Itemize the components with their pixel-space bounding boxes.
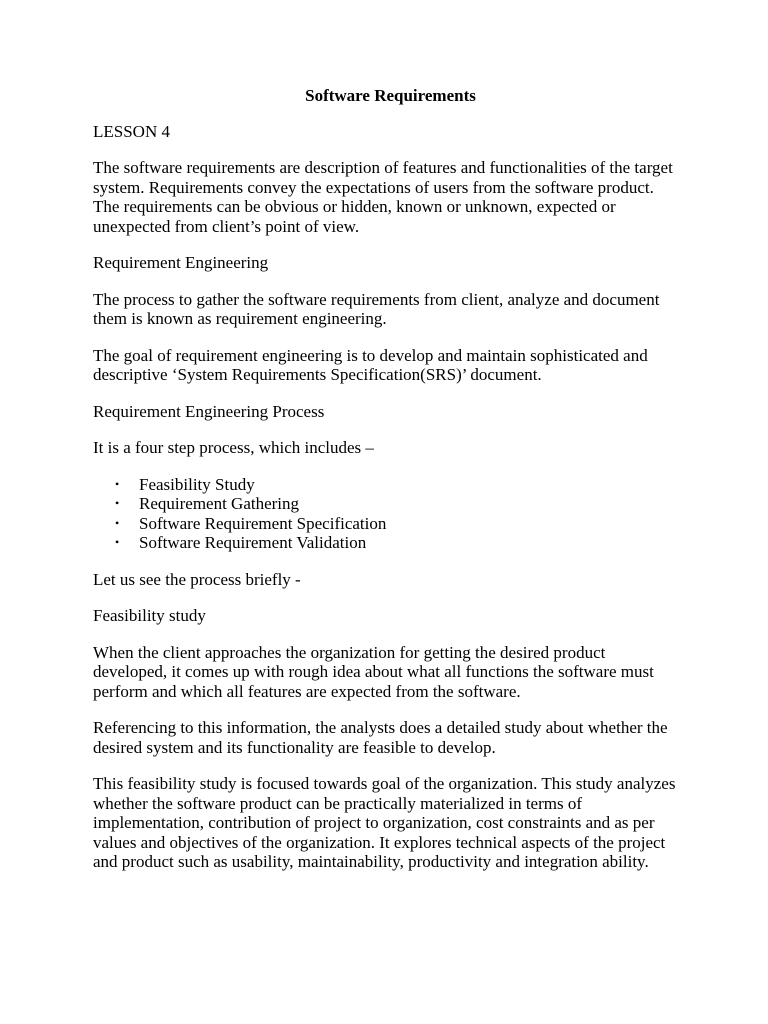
requirement-engineering-paragraph-1: The process to gather the software requirements from client, analyze and document them is known as requirement engineering. — [93, 289, 660, 328]
feasibility-paragraph-2: Referencing to this information, the analysts does a detailed study about whether the desired system and its functionality are feasible to develop. — [93, 718, 668, 757]
list-item-text: Software Requirement Validation — [139, 533, 367, 552]
section-heading-requirement-engineering: Requirement Engineering — [93, 253, 269, 272]
feasibility-paragraph-3: This feasibility study is focused towards goal of the organization. This study analyzes whether the software product can be practically materialized in terms of implementation, contribution of project to organization, cost constraints and as per values and objectives of the organization. It explores technical aspects of the project and product such as usability, maintainability, productivity and integration ability. — [93, 774, 676, 871]
list-item-text: Software Requirement Specification — [139, 513, 387, 533]
list-item — [93, 533, 678, 553]
bullet-icon: • — [115, 476, 120, 491]
list-item — [93, 514, 678, 534]
section-heading-requirement-engineering-process: Requirement Engineering Process — [93, 401, 325, 421]
process-outro-paragraph: Let us see the process briefly - — [93, 569, 301, 589]
process-steps-list — [93, 475, 678, 553]
feasibility-paragraph-1: When the client approaches the organization for getting the desired product developed, it comes up with rough idea about what all functions the software must perform and which all features are expected from the software. — [93, 642, 654, 701]
document-title: Software Requirements — [305, 86, 476, 105]
bullet-icon: • — [115, 515, 120, 530]
process-intro-paragraph: It is a four step process, which includes – — [93, 438, 374, 457]
list-item — [93, 475, 678, 495]
document-page — [93, 86, 678, 889]
intro-paragraph: The software requirements are description of features and functionalities of the target system. Requirements convey the expectations of users from the software product. The requirements can be obvious or hidden, known or unknown, expected or unexpected from client’s point of view. — [93, 158, 673, 236]
section-heading-feasibility-study: Feasibility study — [93, 606, 206, 625]
bullet-icon: • — [115, 535, 120, 549]
list-item — [93, 494, 678, 514]
list-item-text: Requirement Gathering — [139, 494, 300, 513]
list-item-text: Feasibility Study — [139, 474, 255, 494]
requirement-engineering-paragraph-2: The goal of requirement engineering is to develop and maintain sophisticated and descriptive ‘System Requirements Specification(SRS)’ document. — [93, 345, 648, 384]
lesson-label: LESSON 4 — [93, 121, 170, 141]
bullet-icon: • — [115, 496, 120, 510]
